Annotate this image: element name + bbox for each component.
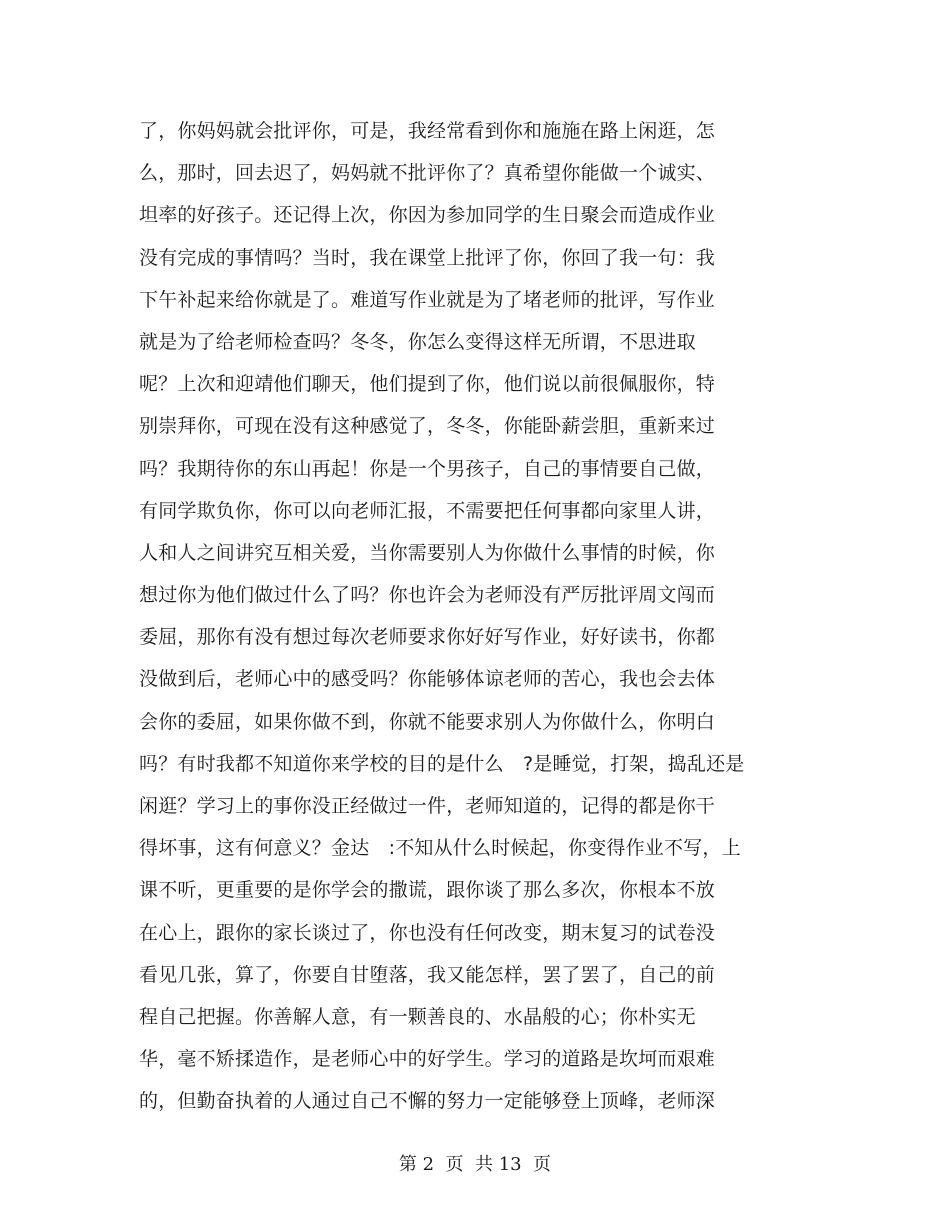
text-line: 的，但勤奋执着的人通过自己不懈的努力一定能够登上顶峰，老师深 — [139, 1090, 716, 1113]
text-line: 了，你妈妈就会批评你，可是，我经常看到你和施施在路上闲逛，怎 — [139, 120, 716, 142]
text-line: 人和人之间讲究互相关爱，当你需要别人为你做什么事情的时候，你 — [139, 541, 716, 564]
text-line: 么，那时，回去迟了，妈妈就不批评你了？真希望你能做一个诚实、 — [139, 162, 716, 185]
text-line: 得坏事，这有何意义？金达 :不知从什么时候起，你变得作业不写，上 — [139, 837, 741, 860]
text-line: 委屈，那你有没有想过每次老师要求你好好写作业，好好读书，你都 — [139, 626, 716, 649]
text-line: 华，毫不矫揉造作，是老师心中的好学生。学习的道路是坎坷而艰难 — [139, 1048, 716, 1071]
text-line: 吗？有时我都不知道你来学校的目的是什么 ?是睡觉，打架，捣乱还是 — [139, 752, 745, 775]
body-text — [139, 110, 839, 1123]
text-line: 想过你为他们做过什么了吗？你也许会为老师没有严厉批评周文闯而 — [139, 584, 716, 607]
text-line: 在心上，跟你的家长谈过了，你也没有任何改变，期末复习的试卷没 — [139, 921, 716, 944]
text-line: 会你的委屈，如果你做不到，你就不能要求别人为你做什么，你明白 — [139, 710, 716, 733]
text-line: 下午补起来给你就是了。难道写作业就是为了堵老师的批评，写作业 — [139, 288, 716, 311]
text-line: 看见几张，算了，你要自甘堕落，我又能怎样，罢了罢了，自己的前 — [139, 963, 716, 986]
text-line: 课不听，更重要的是你学会的撒谎，跟你谈了那么多次，你根本不放 — [139, 879, 716, 902]
text-line: 呢？上次和迎靖他们聊天，他们提到了你，他们说以前很佩服你，特 — [139, 373, 716, 396]
text-line: 没有完成的事情吗？当时，我在课堂上批评了你，你回了我一句：我 — [139, 246, 716, 269]
text-line: 就是为了给老师检查吗？冬冬，你怎么变得这样无所谓，不思进取 — [139, 330, 696, 353]
text-line: 没做到后，老师心中的感受吗？你能够体谅老师的苦心，我也会去体 — [139, 668, 716, 691]
text-line: 有同学欺负你，你可以向老师汇报，不需要把任何事都向家里人讲， — [139, 499, 716, 522]
text-line: 别崇拜你，可现在没有这种感觉了，冬冬，你能卧薪尝胆，重新来过 — [139, 415, 716, 438]
text-line: 坦率的好孩子。还记得上次，你因为参加同学的生日聚会而造成作业 — [139, 204, 716, 227]
page-number-footer: 第 2 页 共 13 页 — [398, 1154, 552, 1175]
text-line: 吗？我期待你的东山再起！你是一个男孩子，自己的事情要自己做， — [139, 457, 716, 480]
text-line: 程自己把握。你善解人意，有一颗善良的、水晶般的心；你朴实无 — [139, 1005, 696, 1028]
text-line: 闲逛？学习上的事你没正经做过一件，老师知道的，记得的都是你干 — [139, 795, 716, 817]
